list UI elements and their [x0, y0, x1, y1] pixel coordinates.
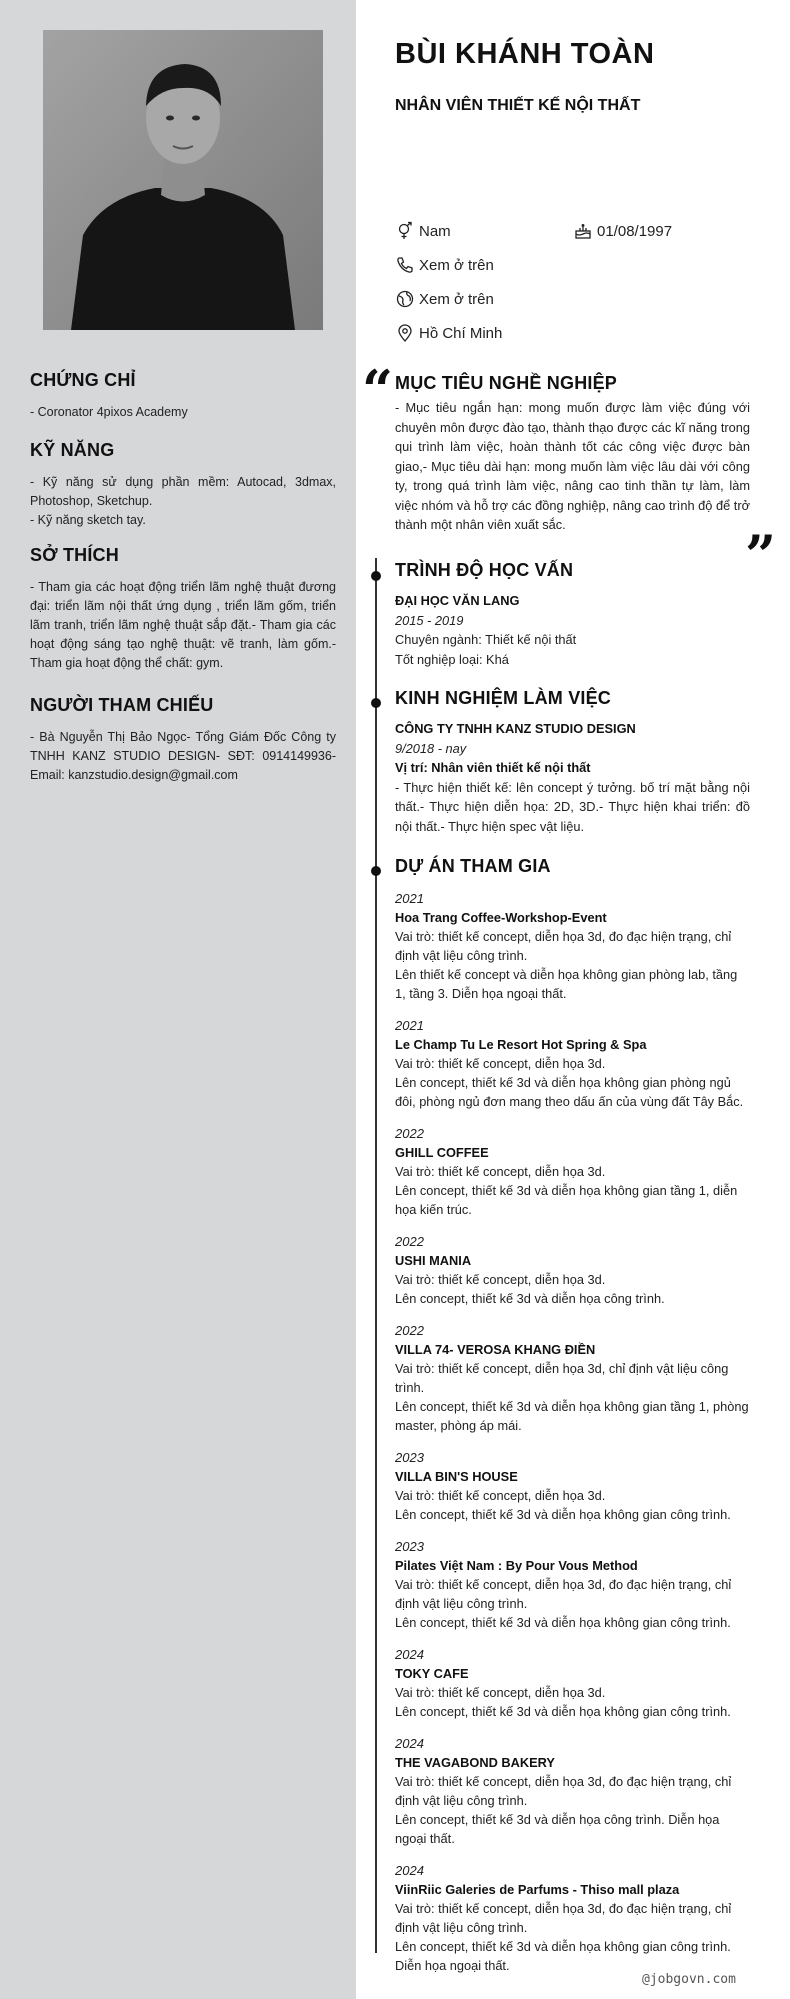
- project-item: [395, 1124, 750, 1219]
- left-sidebar: [0, 0, 356, 1999]
- project-name: ViinRiic Galeries de Parfums - Thiso mall plaza: [395, 1882, 680, 1897]
- profile-photo: [43, 30, 323, 330]
- job-title: NHÂN VIÊN THIẾT KẾ NỘI THẤT: [395, 97, 641, 114]
- birthdate-value: 01/08/1997: [597, 222, 673, 240]
- website-value: Xem ở trên: [419, 290, 494, 308]
- phone-info: [395, 255, 494, 275]
- timeline-dot: [371, 571, 381, 581]
- candidate-name: BÙI KHÁNH TOÀN: [395, 38, 655, 70]
- project-item: [395, 1232, 750, 1308]
- project-item: [395, 889, 750, 1003]
- project-name: Le Champ Tu Le Resort Hot Spring & Spa: [395, 1037, 647, 1052]
- skills-heading: KỸ NĂNG: [30, 440, 115, 460]
- project-year: 2022: [395, 1323, 424, 1338]
- pin-icon: [395, 323, 415, 343]
- project-role: Vai trò: thiết kế concept, diễn họa 3d, đo đạc hiện trạng, chỉ định vật liệu công trình.: [395, 1774, 732, 1808]
- timeline-dot: [371, 866, 381, 876]
- project-role: Vai trò: thiết kế concept, diễn họa 3d.: [395, 1164, 606, 1179]
- website-info: [395, 289, 494, 309]
- project-year: 2024: [395, 1863, 424, 1878]
- project-description: Lên concept, thiết kế 3d và diễn họa không gian công trình. Diễn họa ngoại thất.: [395, 1939, 731, 1973]
- project-item: [395, 1537, 750, 1632]
- project-name: THE VAGABOND BAKERY: [395, 1755, 555, 1770]
- references-heading: NGƯỜI THAM CHIẾU: [30, 695, 214, 715]
- project-item: [395, 1734, 750, 1848]
- project-name: VILLA 74- VEROSA KHANG ĐIỀN: [395, 1342, 596, 1357]
- project-name: Pilates Việt Nam : By Pour Vous Method: [395, 1558, 638, 1573]
- project-description: Lên concept, thiết kế 3d và diễn họa không gian tầng 1, diễn họa kiến trúc.: [395, 1183, 738, 1217]
- quote-open-icon: “: [362, 358, 394, 422]
- skill-item: - Kỹ năng sử dụng phần mềm: Autocad, 3dmax, Photoshop, Sketchup.: [30, 475, 336, 508]
- timeline-line: [375, 558, 377, 1953]
- projects-heading: DỰ ÁN THAM GIA: [395, 856, 551, 876]
- project-year: 2024: [395, 1647, 424, 1662]
- hobbies-section: [30, 545, 336, 673]
- certificate-item: - Coronator 4pixos Academy: [30, 405, 188, 419]
- project-name: VILLA BIN'S HOUSE: [395, 1469, 518, 1484]
- project-role: Vai trò: thiết kế concept, diễn họa 3d, đo đạc hiện trạng, chỉ định vật liệu công trình.: [395, 929, 732, 963]
- project-role: Vai trò: thiết kế concept, diễn họa 3d.: [395, 1685, 606, 1700]
- project-name: USHI MANIA: [395, 1253, 472, 1268]
- cake-icon: [573, 221, 593, 241]
- experience-description: - Thực hiện thiết kế: lên concept ý tưởng. bố trí mặt bằng nội thất.- Thực hiện diễn họa: 2D, 3D.- Thực hiện khai triển: đồ nội thất.- Thực hiện spec vật liệu.: [395, 779, 750, 834]
- project-description: Lên concept, thiết kế 3d và diễn họa không gian công trình.: [395, 1507, 731, 1522]
- location-info: [395, 323, 502, 343]
- experience-section: [395, 688, 750, 836]
- project-year: 2023: [395, 1539, 424, 1554]
- project-item: [395, 1321, 750, 1435]
- project-item: [395, 1448, 750, 1524]
- education-section: [395, 560, 750, 669]
- project-role: Vai trò: thiết kế concept, diễn họa 3d, chỉ định vật liệu công trình.: [395, 1361, 729, 1395]
- education-period: 2015 - 2019: [395, 612, 464, 628]
- projects-section: [395, 856, 750, 1988]
- phone-icon: [395, 255, 415, 275]
- references-section: [30, 695, 336, 785]
- location-value: Hồ Chí Minh: [419, 324, 503, 342]
- certificates-section: [30, 370, 336, 422]
- education-major: Chuyên ngành: Thiết kế nội thất: [395, 632, 577, 647]
- project-description: Lên concept, thiết kế 3d và diễn họa công trình. Diễn họa ngoại thất.: [395, 1812, 720, 1846]
- objective-section: [395, 373, 750, 535]
- project-description: Lên concept, thiết kế 3d và diễn họa không gian tầng 1, phòng master, phòng áp mái.: [395, 1399, 749, 1433]
- experience-period: 9/2018 - nay: [395, 740, 467, 756]
- objective-heading: MỤC TIÊU NGHỀ NGHIỆP: [395, 373, 618, 393]
- project-year: 2021: [395, 1018, 424, 1033]
- project-name: GHILL COFFEE: [395, 1145, 489, 1160]
- project-year: 2023: [395, 1450, 424, 1465]
- project-year: 2021: [395, 891, 424, 906]
- project-role: Vai trò: thiết kế concept, diễn họa 3d, đo đạc hiện trạng, chỉ định vật liệu công trình.: [395, 1901, 732, 1935]
- gender-icon: [395, 221, 415, 241]
- project-year: 2024: [395, 1736, 424, 1751]
- globe-icon: [395, 289, 415, 309]
- project-item: [395, 1016, 750, 1111]
- watermark: @jobgovn.com: [642, 1972, 736, 1987]
- project-description: Lên concept, thiết kế 3d và diễn họa công trình.: [395, 1291, 665, 1306]
- hobbies-heading: SỞ THÍCH: [30, 545, 119, 565]
- experience-heading: KINH NGHIỆM LÀM VIỆC: [395, 688, 612, 708]
- project-year: 2022: [395, 1234, 424, 1249]
- company-name: CÔNG TY TNHH KANZ STUDIO DESIGN: [395, 721, 636, 736]
- project-description: Lên concept, thiết kế 3d và diễn họa không gian công trình.: [395, 1615, 731, 1630]
- skills-section: [30, 440, 336, 530]
- project-description: Lên concept, thiết kế 3d và diễn họa không gian công trình.: [395, 1704, 731, 1719]
- project-role: Vai trò: thiết kế concept, diễn họa 3d.: [395, 1272, 606, 1287]
- phone-value: Xem ở trên: [419, 256, 494, 274]
- project-item: [395, 1645, 750, 1721]
- hobbies-text: - Tham gia các hoạt động triển lãm nghệ thuật đương đại: triển lãm nội thất ứng dụng , triển lãm gốm, triển lãm tranh, triển lãm nghệ thuật sắp đặt.- Tham gia các hoạt động sáng tạo nghệ thuật: vẽ tranh, làm gốm.- Tham gia hoạt động thể chất: gym.: [30, 580, 336, 670]
- birthday-info: [573, 221, 672, 241]
- project-name: Hoa Trang Coffee-Workshop-Event: [395, 910, 607, 925]
- references-text: - Bà Nguyễn Thị Bảo Ngọc- Tổng Giám Đốc Công ty TNHH KANZ STUDIO DESIGN- SĐT: 0914149936- Email: kanzstudio.design@gmail.com: [30, 730, 336, 782]
- objective-text: - Mục tiêu ngắn hạn: mong muốn được làm việc đúng với chuyên môn được đào tạo, thành thạo được các kĩ năng trong qui trình làm việc, hoàn thành tốt các công việc được bàn giao,- Mục tiêu dài hạn: mong muốn làm việc lâu dài với công ty, trong quá trình làm việc, nâng cao tinh thần tự làm, làm việc nhóm và hỗ trợ các đồng nghiệp, nâng cao trình độ để trở thành một nhân viên xuất sắc.: [395, 400, 750, 532]
- project-description: Lên thiết kế concept và diễn họa không gian phòng lab, tầng 1, tầng 3. Diễn họa ngoại thất.: [395, 967, 738, 1001]
- timeline-dot: [371, 698, 381, 708]
- education-heading: TRÌNH ĐỘ HỌC VẤN: [395, 560, 574, 580]
- school-name: ĐẠI HỌC VĂN LANG: [395, 593, 520, 608]
- quote-close-icon: ”: [745, 523, 777, 587]
- project-role: Vai trò: thiết kế concept, diễn họa 3d.: [395, 1488, 606, 1503]
- project-year: 2022: [395, 1126, 424, 1141]
- project-role: Vai trò: thiết kế concept, diễn họa 3d.: [395, 1056, 606, 1071]
- certificates-heading: CHỨNG CHỈ: [30, 370, 136, 390]
- education-grade: Tốt nghiệp loại: Khá: [395, 651, 509, 667]
- gender-value: Nam: [419, 222, 451, 240]
- project-name: TOKY CAFE: [395, 1666, 469, 1681]
- project-role: Vai trò: thiết kế concept, diễn họa 3d, đo đạc hiện trạng, chỉ định vật liệu công trình.: [395, 1577, 732, 1611]
- project-list: [395, 889, 750, 1975]
- experience-position: Vị trí: Nhân viên thiết kế nội thất: [395, 760, 591, 775]
- project-description: Lên concept, thiết kế 3d và diễn họa không gian phòng ngủ đôi, phòng ngủ đơn mang theo dấu ấn của vùng đất Tây Bắc.: [395, 1075, 744, 1109]
- skill-item: - Kỹ năng sketch tay.: [30, 513, 146, 527]
- gender-info: [395, 221, 451, 241]
- project-item: [395, 1861, 750, 1975]
